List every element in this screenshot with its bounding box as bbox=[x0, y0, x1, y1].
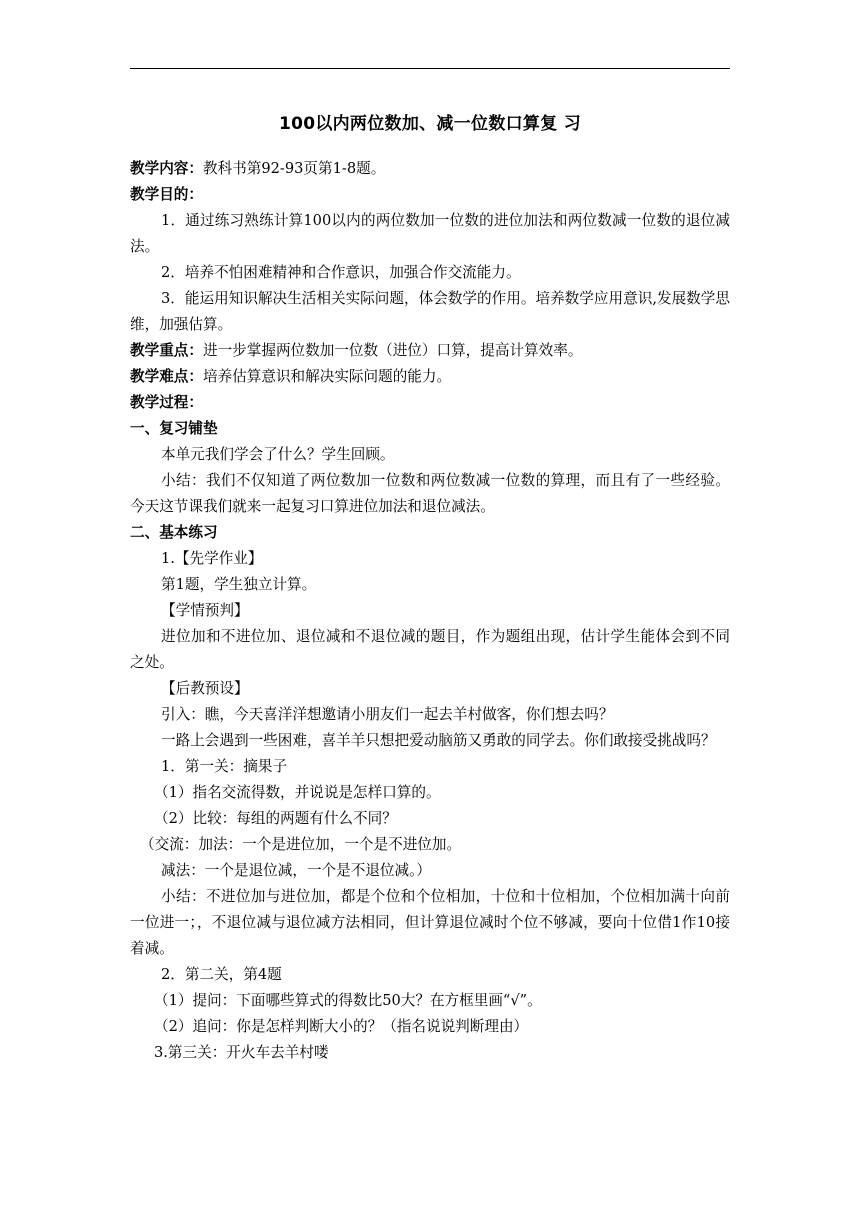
prework-label: 1.【先学作业】 bbox=[161, 550, 263, 567]
content-line bbox=[130, 156, 730, 182]
difficulty-text: 培养估算意识和解决实际问题的能力。 bbox=[202, 368, 452, 385]
stage1-title: 1．第一关：摘果子 bbox=[161, 758, 288, 775]
goal-item-1: 1．通过练习熟练计算100以内的两位数加一位数的进位加法和两位数减一位数的退位减法。 bbox=[130, 212, 730, 255]
goals-heading: 教学目的： bbox=[130, 186, 203, 203]
intro-text: 引入：瞧，今天喜洋洋想邀请小朋友们一起去羊村做客，你们想去吗？ bbox=[161, 706, 614, 723]
exchange-subtraction: 减法：一个是退位减，一个是不退位减。） bbox=[161, 862, 431, 879]
goal-item-3: 3．能运用知识解决生活相关实际问题，体会数学的作用。培养数学应用意识,发展数学思维，加强估算。 bbox=[130, 290, 730, 333]
stage2-title: 2．第二关，第4题 bbox=[161, 966, 282, 983]
stage2-step1: （1）提问：下面哪些算式的得数比50大？在方框里画“√”。 bbox=[154, 992, 542, 1009]
section2-heading: 二、基本练习 bbox=[130, 524, 218, 541]
stage1-step2: （2）比较：每组的两题有什么不同？ bbox=[154, 810, 397, 827]
stage2-step2: （2）追问：你是怎样判断大小的？（指名说说判断理由） bbox=[154, 1018, 529, 1035]
key-point-line bbox=[130, 338, 730, 364]
key-point-label: 教学重点： bbox=[130, 342, 203, 359]
process-heading: 教学过程： bbox=[130, 394, 203, 411]
document-body bbox=[130, 112, 730, 1066]
key-point-text: 进一步掌握两位数加一位数（进位）口算，提高计算效率。 bbox=[202, 342, 583, 359]
stage3-title: 3.第三关：开火车去羊村喽 bbox=[154, 1044, 329, 1061]
header-rule bbox=[130, 68, 730, 69]
prediction-text: 进位加和不进位加、退位减和不退位减的题目，作为题组出现，估计学生能体会到不同之处。 bbox=[130, 628, 730, 671]
stage1-step1: （1）指名交流得数，并说说是怎样口算的。 bbox=[154, 784, 441, 801]
goal-item-2: 2．培养不怕困难精神和合作意识，加强合作交流能力。 bbox=[161, 264, 521, 281]
document-title: 100以内两位数加、减一位数口算复 习 bbox=[278, 114, 582, 134]
difficulty-line bbox=[130, 364, 730, 390]
section1-review: 本单元我们学会了什么？学生回顾。 bbox=[161, 446, 395, 463]
exchange-addition: （交流：加法：一个是进位加，一个是不进位加。 bbox=[140, 836, 462, 853]
challenge-text: 一路上会遇到一些困难，喜羊羊只想把爱动脑筋又勇敢的同学去。你们敢接受挑战吗？ bbox=[161, 732, 716, 749]
section1-summary: 小结：我们不仅知道了两位数加一位数和两位数减一位数的算理，而且有了一些经验。今天这节课我们就来一起复习口算进位加法和退位减法。 bbox=[130, 472, 730, 515]
stage1-summary: 小结：不进位加与进位加，都是个位和个位相加，十位和十位相加，个位相加满十向前一位进一；，不退位减与退位减方法相同，但计算退位减时个位不够减，要向十位借1作10接着减。 bbox=[130, 888, 730, 957]
preset-label: 【后教预设】 bbox=[161, 680, 249, 697]
prework-text: 第1题，学生独立计算。 bbox=[161, 576, 317, 593]
content-label: 教学内容： bbox=[130, 160, 203, 177]
prediction-label: 【学情预判】 bbox=[161, 602, 249, 619]
difficulty-label: 教学难点： bbox=[130, 368, 203, 385]
content-text: 教科书第92-93页第1-8题。 bbox=[202, 160, 386, 177]
section1-heading: 一、复习铺垫 bbox=[130, 420, 218, 437]
